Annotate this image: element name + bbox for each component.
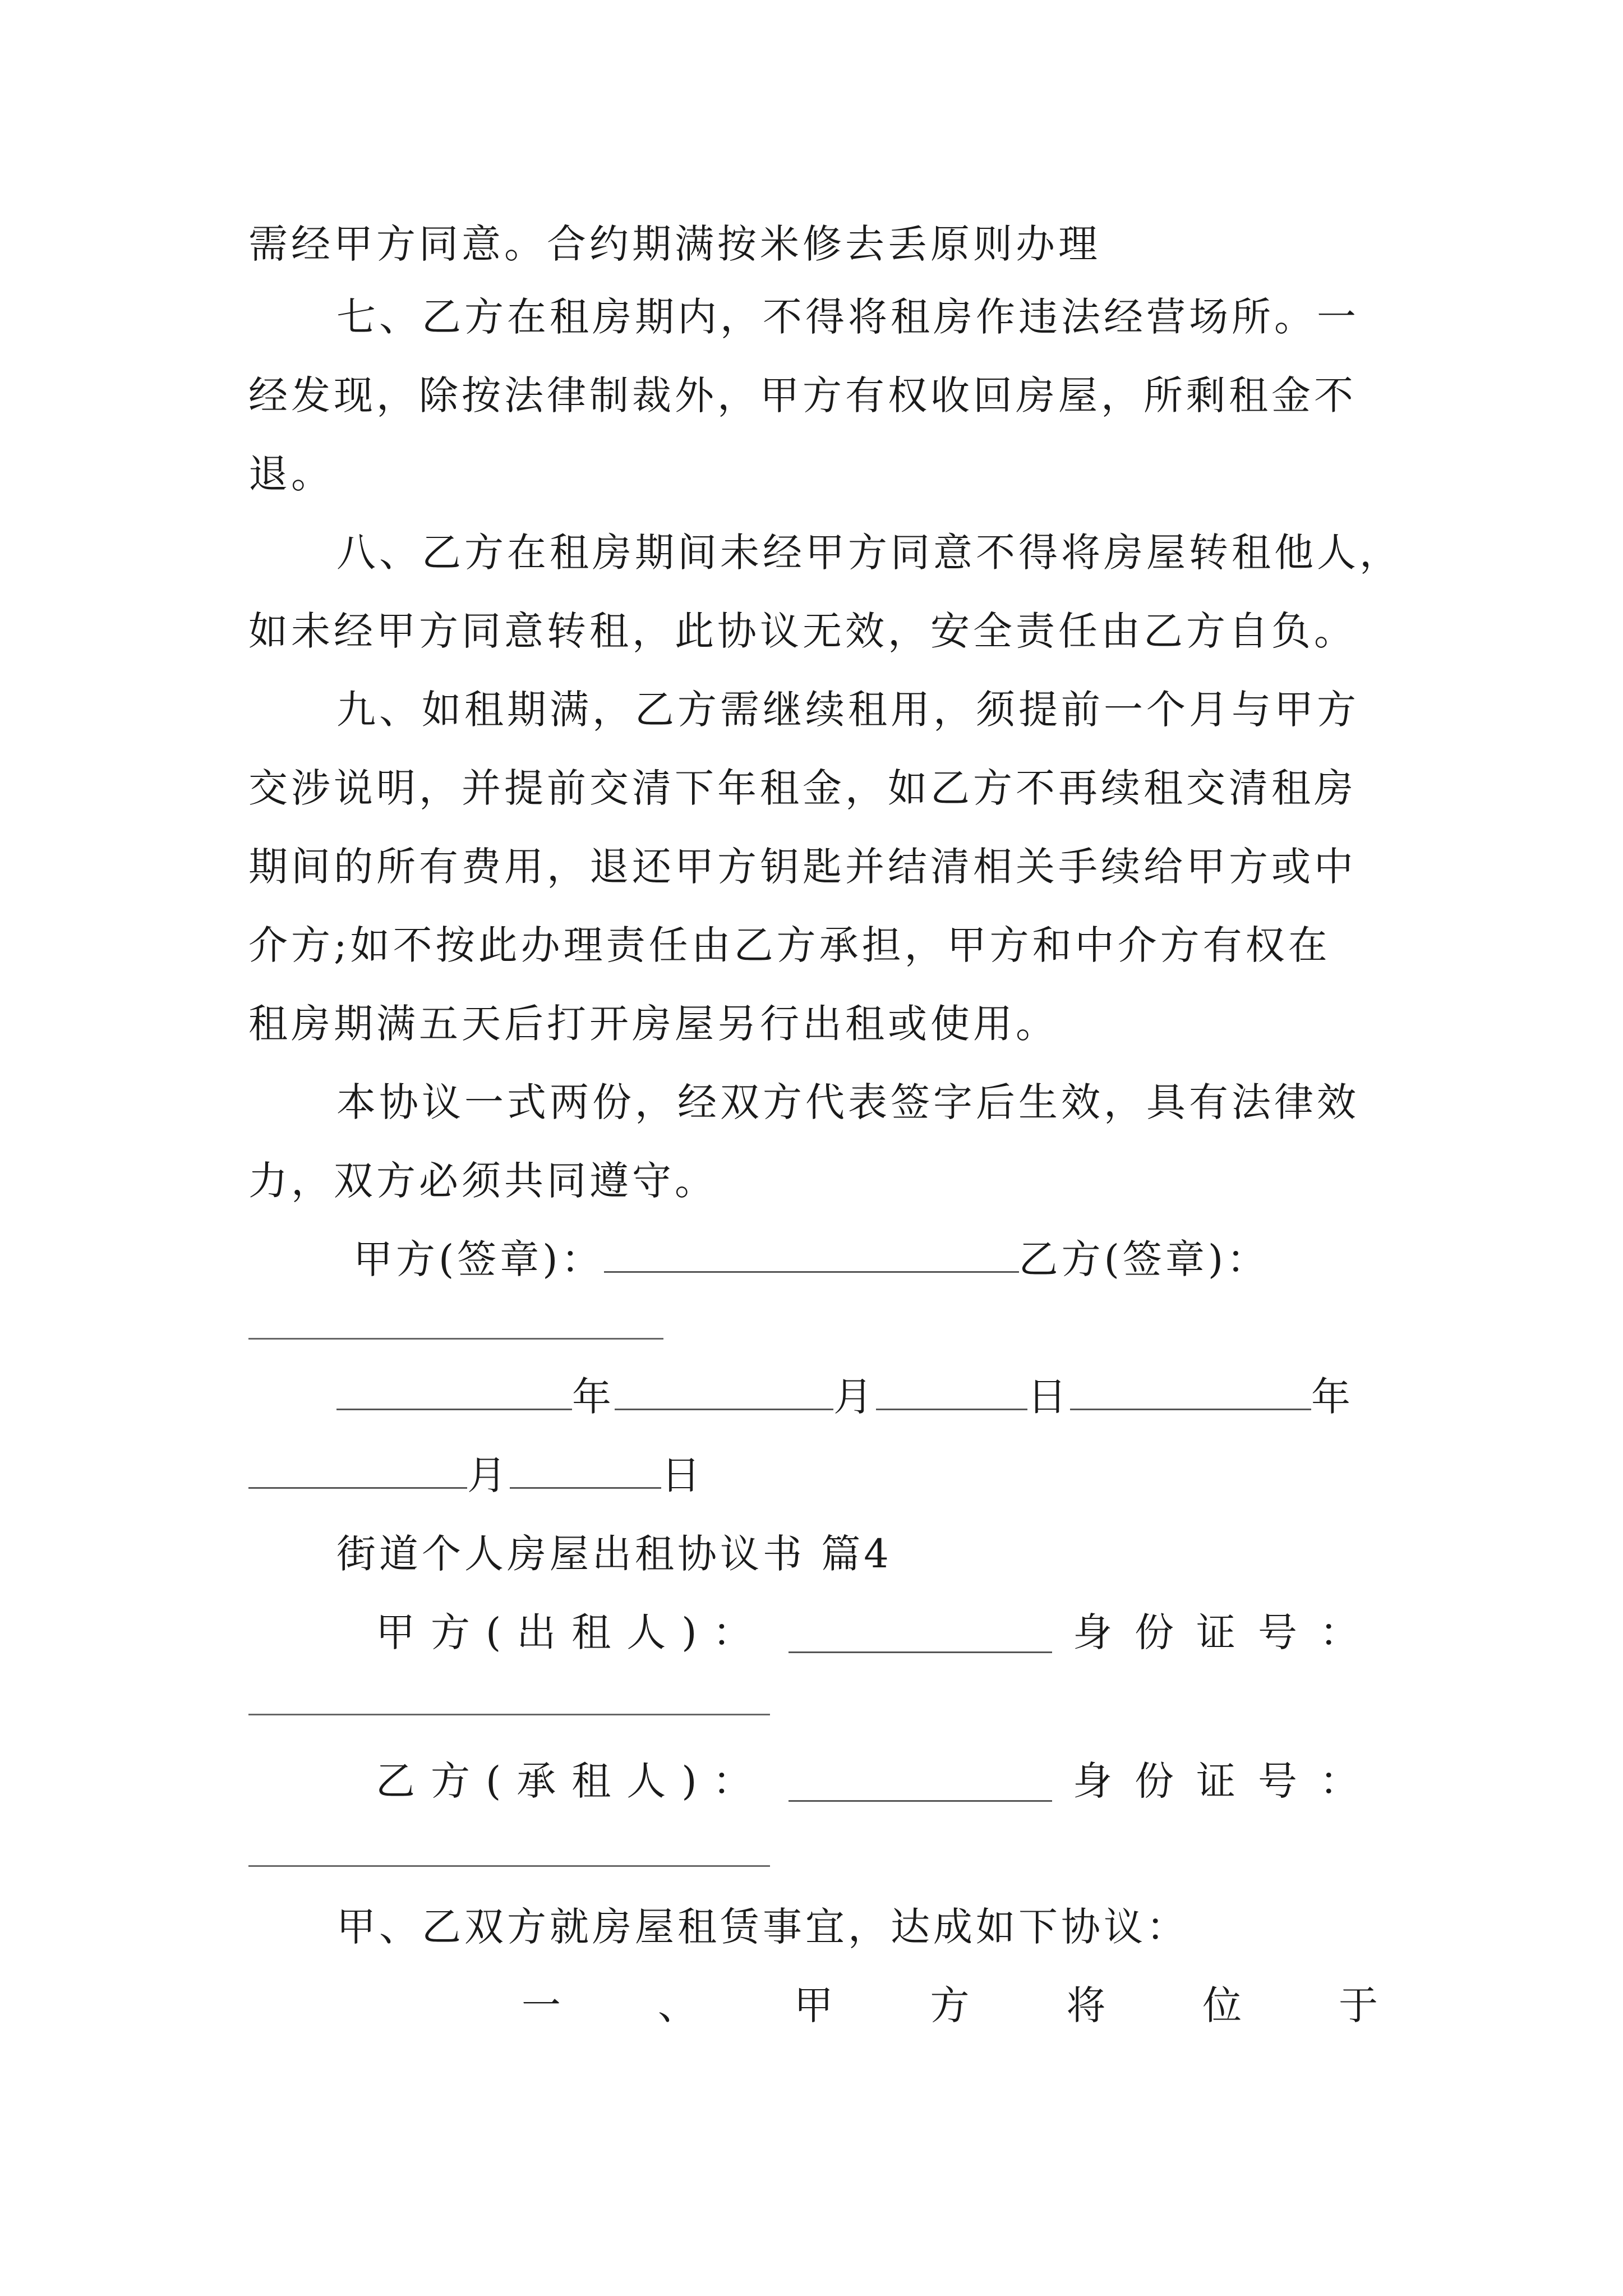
lessor-name-blank[interactable] (789, 1612, 1052, 1653)
date-row (248, 1447, 1381, 1503)
clause-9-line: 租房期满五天后打开房屋另行出租或使用。 (248, 1001, 1058, 1047)
clause-1-char: 甲 (794, 1982, 837, 2028)
clause-1-char: 位 (1202, 1982, 1246, 2028)
year-label: 年 (1311, 1374, 1354, 1420)
clause-9-line: 期间的所有费用，退还甲方钥匙并结清相关手续给甲方或中 (248, 844, 1357, 890)
clause-9-line: 介方;如不按此办理责任由乙方承担，甲方和中介方有权在 (248, 922, 1331, 968)
clause-7-line: 经发现，除按法律制裁外，甲方有权收回房屋，所剩租金不 (248, 372, 1357, 418)
year-label: 年 (572, 1374, 615, 1420)
day-blank[interactable] (510, 1448, 661, 1489)
clause-7-line: 退。 (248, 451, 334, 497)
party-a-signature-blank[interactable] (604, 1232, 1019, 1273)
month-label: 月 (467, 1452, 510, 1498)
month-label: 月 (833, 1374, 876, 1420)
lessor-label: 甲方(出租人)： (376, 1609, 768, 1655)
clause-1-char: 将 (1066, 1982, 1109, 2028)
lessor-row (376, 1604, 1381, 1660)
year-blank[interactable] (336, 1369, 572, 1410)
day-blank[interactable] (876, 1369, 1027, 1410)
lessee-name-blank[interactable] (789, 1761, 1052, 1802)
lessee-id-blank[interactable] (248, 1865, 770, 1867)
year-blank[interactable] (1070, 1369, 1311, 1410)
clause-8-line: 如未经甲方同意转租，此协议无效，安全责任由乙方自负。 (248, 608, 1357, 654)
agreement-intro: 甲、乙双方就房屋租赁事宜，达成如下协议： (336, 1904, 1189, 1950)
clause-1-char: 于 (1338, 1982, 1381, 2028)
party-b-signature-label: 乙方(签章)： (1018, 1236, 1270, 1282)
clause-7-line: 七、乙方在租房期内，不得将租房作违法经营场所。一 (336, 294, 1359, 340)
paragraph-line: 需经甲方同意。合约期满按米修去丢原则办理 (248, 221, 1101, 267)
lessee-label: 乙方(承租人)： (376, 1758, 768, 1804)
party-a-signature-label: 甲方(签章)： (353, 1236, 604, 1282)
date-row (336, 1369, 1381, 1425)
clause-1-char: 、 (657, 1982, 700, 2028)
signature-row (353, 1231, 1381, 1287)
lessee-id-label: 身份证号： (1073, 1758, 1381, 1804)
closing-line: 本协议一式两份，经双方代表签字后生效，具有法律效 (336, 1079, 1359, 1125)
clause-9-line: 交涉说明，并提前交清下年租金，如乙方不再续租交清租房 (248, 765, 1357, 811)
day-label: 日 (1027, 1374, 1070, 1420)
lessee-row (376, 1753, 1381, 1809)
clause-8-line: 八、乙方在租房期间未经甲方同意不得将房屋转租他人， (336, 530, 1402, 576)
clause-1-line (522, 1977, 1381, 2033)
month-blank[interactable] (615, 1369, 833, 1410)
clause-1-char: 一 (522, 1982, 564, 2028)
lessor-id-label: 身份证号： (1073, 1609, 1381, 1655)
month-blank[interactable] (248, 1448, 467, 1489)
clause-1-char: 方 (930, 1982, 973, 2028)
lessor-id-blank[interactable] (248, 1714, 770, 1715)
closing-line: 力，双方必须共同遵守。 (248, 1158, 717, 1204)
party-b-signature-blank[interactable] (248, 1338, 663, 1340)
section-heading: 街道个人房屋出租协议书 篇4 (336, 1531, 892, 1577)
clause-9-line: 九、如租期满，乙方需继续租用，须提前一个月与甲方 (336, 687, 1359, 733)
day-label: 日 (661, 1452, 704, 1498)
